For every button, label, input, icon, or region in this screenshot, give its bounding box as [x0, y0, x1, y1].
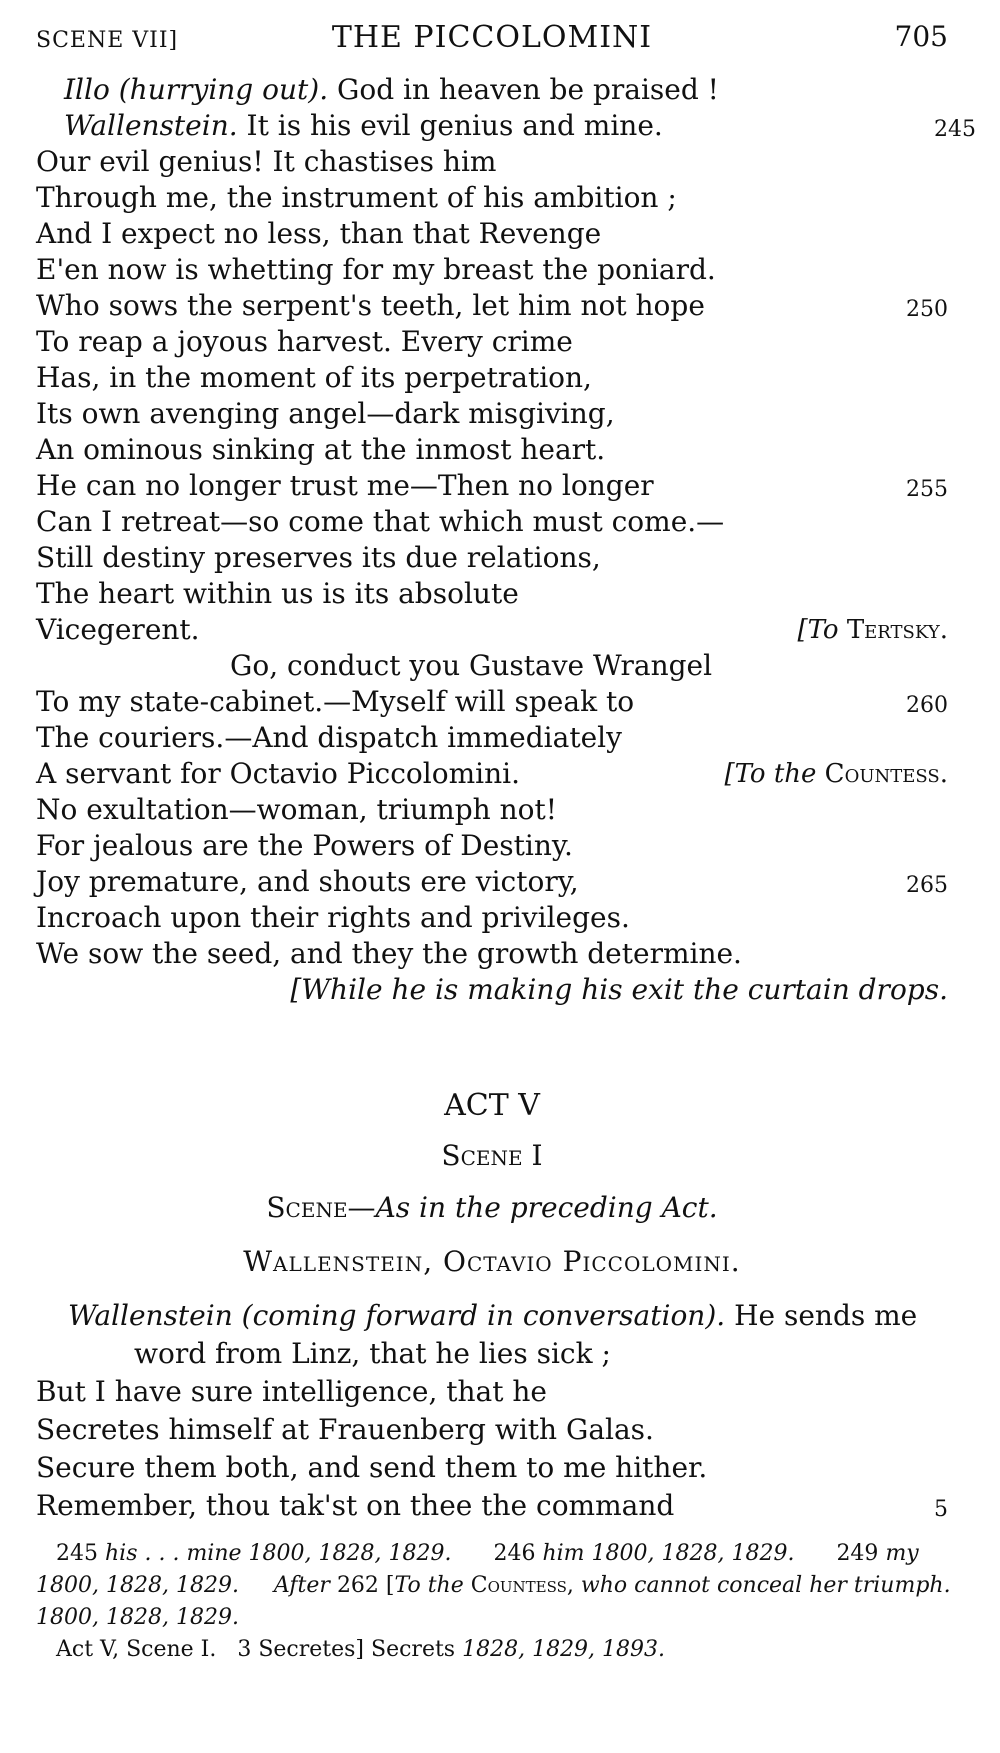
- speaker-name: Wallenstein: [68, 1299, 233, 1332]
- stage-direction-text: [To: [797, 615, 839, 645]
- stage-direction-text: [To the: [724, 759, 817, 789]
- verse-line: [36, 612, 948, 648]
- line-number: 250: [906, 297, 948, 322]
- stage-direction: (hurrying out).: [118, 73, 329, 106]
- footnote-name: Countess,: [470, 1573, 574, 1598]
- footnote-line: [36, 1570, 951, 1602]
- line-text: He sends me: [734, 1299, 918, 1332]
- footnote-text: Act V, Scene I.: [56, 1637, 217, 1662]
- running-header: [36, 20, 948, 60]
- line-number: 265: [906, 873, 948, 898]
- footnote-editions: 1800, 1828, 1829.: [36, 1573, 239, 1598]
- verse-line: E'en now is whetting for my breast the poniard.: [36, 253, 716, 286]
- verse-line: Secretes himself at Frauenberg with Galas.: [36, 1413, 654, 1446]
- verse-line: An ominous sinking at the inmost heart.: [36, 433, 606, 466]
- footnote-text: him: [542, 1541, 585, 1566]
- footnote-line: 1800, 1828, 1829.: [36, 1605, 239, 1630]
- verse-line: To reap a joyous harvest. Every crime: [36, 325, 573, 358]
- verse-line: For jealous are the Powers of Destiny.: [36, 829, 573, 862]
- stage-direction-name: Countess.: [824, 759, 948, 789]
- line-text: Who sows the serpent's teeth, let him not hope: [36, 289, 705, 322]
- line-number: 260: [906, 693, 948, 718]
- verse-line: [36, 1298, 980, 1334]
- line-number: 5: [934, 1497, 948, 1522]
- page-number: 705: [894, 20, 948, 53]
- verse-line: No exultation—woman, triumph not!: [36, 793, 557, 826]
- verse-line: Through me, the instrument of his ambition ;: [36, 181, 677, 214]
- footnote-number: 262 [: [336, 1573, 395, 1598]
- footnote-text: my: [885, 1541, 919, 1566]
- verse-line: Secure them both, and send them to me hither.: [36, 1451, 708, 1484]
- footnote-editions: 1800, 1828, 1829.: [591, 1541, 795, 1566]
- footnote-text: After: [273, 1573, 330, 1598]
- footnote-editions: 1828, 1829, 1893.: [462, 1637, 666, 1662]
- line-number: 245: [934, 117, 976, 142]
- line-text: Vicegerent.: [36, 613, 200, 646]
- verse-line: [36, 288, 948, 324]
- line-text: He can no longer trust me—Then no longer: [36, 469, 654, 502]
- scene-description: As in the preceding Act.: [375, 1191, 718, 1224]
- verse-line: Can I retreat—so come that which must come.—: [36, 505, 725, 538]
- speaker-name: Wallenstein.: [64, 109, 238, 142]
- stage-direction-name: Tertsky.: [846, 615, 948, 645]
- verse-line: Its own avenging angel—dark misgiving,: [36, 397, 615, 430]
- verse-line: [36, 72, 976, 108]
- line-text: A servant for Octavio Piccolomini.: [36, 757, 520, 790]
- scene-label: Scene—: [266, 1191, 376, 1224]
- footnote-line: [36, 1538, 948, 1570]
- scene-heading: Scene I: [441, 1139, 543, 1172]
- stage-direction: (coming forward in conversation).: [241, 1299, 726, 1332]
- line-text: Joy premature, and shouts ere victory,: [36, 865, 579, 898]
- stage-direction: [While he is making his exit the curtain drops.: [290, 973, 948, 1006]
- verse-line: [36, 756, 948, 792]
- header-scene: SCENE VII]: [36, 28, 179, 53]
- footnote-editions: 1800, 1828, 1829.: [248, 1541, 452, 1566]
- footnote-text: his . . . mine: [105, 1541, 242, 1566]
- verse-line: We sow the seed, and they the growth determine.: [36, 937, 742, 970]
- verse-line: Has, in the moment of its perpetration,: [36, 361, 592, 394]
- verse-line: Go, conduct you Gustave Wrangel: [230, 649, 713, 682]
- verse-line: The couriers.—And dispatch immediately: [36, 721, 622, 754]
- line-number: 255: [906, 477, 948, 502]
- footnote-text: who cannot conceal her triumph.: [580, 1573, 951, 1598]
- footnote-number: 249: [836, 1541, 879, 1566]
- verse-line: word from Linz, that he lies sick ;: [134, 1337, 611, 1370]
- verse-line: But I have sure intelligence, that he: [36, 1375, 547, 1408]
- verse-line: [36, 108, 976, 144]
- stage-direction: [797, 612, 948, 648]
- footnote-text: 3 Secretes] Secrets: [237, 1637, 456, 1662]
- footnote-number: 246: [493, 1541, 536, 1566]
- scene-setting: [36, 1190, 948, 1226]
- act-heading: ACT V: [444, 1088, 540, 1123]
- character-list: Wallenstein, Octavio Piccolomini.: [243, 1245, 741, 1278]
- verse-line: Still destiny preserves its due relations,: [36, 541, 601, 574]
- line-text: Remember, thou tak'st on thee the command: [36, 1489, 675, 1522]
- verse-line: Our evil genius! It chastises him: [36, 145, 497, 178]
- footnote-text: To the: [394, 1573, 464, 1598]
- verse-line: Incroach upon their rights and privileges.: [36, 901, 630, 934]
- footnote-number: 245: [56, 1541, 98, 1566]
- verse-line: And I expect no less, than that Revenge: [36, 217, 602, 250]
- line-text: It is his evil genius and mine.: [246, 109, 663, 142]
- line-text: God in heaven be praised !: [337, 73, 719, 106]
- verse-line: The heart within us is its absolute: [36, 577, 519, 610]
- verse-line: [36, 1488, 948, 1524]
- stage-direction: [724, 756, 948, 792]
- verse-line: [36, 864, 948, 900]
- footnote-line: [36, 1634, 948, 1666]
- line-text: To my state-cabinet.—Myself will speak to: [36, 685, 635, 718]
- header-title: THE PICCOLOMINI: [331, 20, 653, 55]
- footnotes: [36, 1538, 951, 1666]
- speaker-name: Illo: [64, 73, 110, 106]
- verse-line: [36, 468, 948, 504]
- verse-line: [36, 684, 948, 720]
